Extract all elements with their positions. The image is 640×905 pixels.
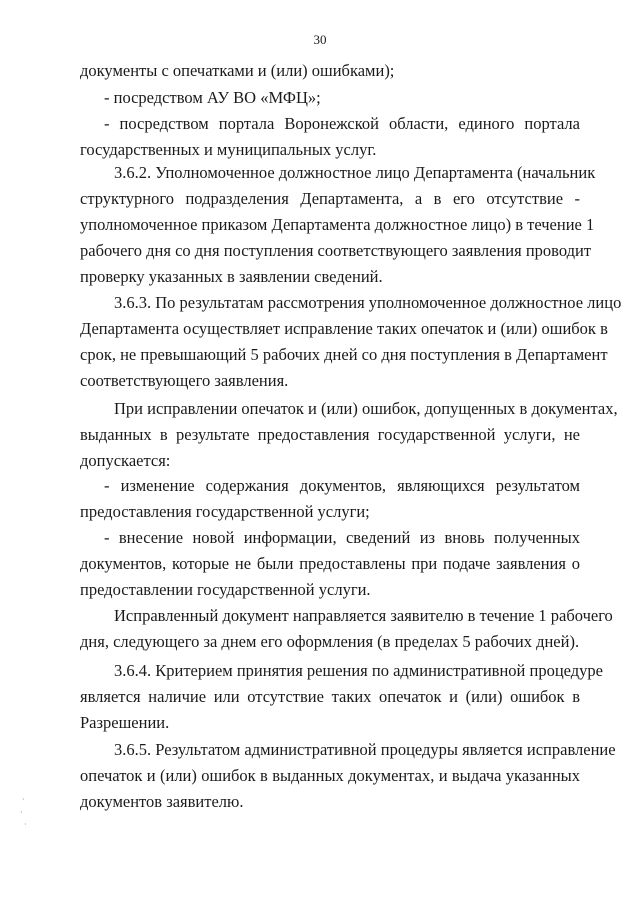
- text-line: дня, следующего за днем его оформления (в пределах 5 рабочих дней).: [80, 632, 580, 651]
- scan-speck: ·: [24, 820, 27, 829]
- text-line: документы с опечатками и (или) ошибками);: [80, 61, 395, 80]
- text-line: предоставления государственной услуги;: [80, 502, 370, 521]
- text-line: 3.6.4. Критерием принятия решения по административной процедуре: [114, 661, 603, 680]
- text-line: - внесение новой информации, сведений из вновь полученных: [104, 528, 580, 547]
- text-line: срок, не превышающий 5 рабочих дней со дня поступления в Департамент: [80, 345, 608, 364]
- text-line: 3.6.2. Уполномоченное должностное лицо Департамента (начальник: [114, 163, 596, 182]
- text-line: государственных и муниципальных услуг.: [80, 140, 377, 159]
- text-line: является наличие или отсутствие таких опечаток и (или) ошибок в: [80, 687, 580, 706]
- text-line: 3.6.3. По результатам рассмотрения уполномоченное должностное лицо: [114, 293, 622, 312]
- text-line: Разрешении.: [80, 713, 170, 732]
- text-line: допускается:: [80, 451, 171, 470]
- text-line: соответствующего заявления.: [80, 371, 289, 390]
- text-line: рабочего дня со дня поступления соответствующего заявления проводит: [80, 241, 592, 260]
- text-line: документов, которые не были предоставлены при подаче заявления о: [80, 554, 580, 573]
- text-line: выданных в результате предоставления государственной услуги, не: [80, 425, 580, 444]
- scan-speck: ·: [20, 808, 23, 817]
- text-line: При исправлении опечаток и (или) ошибок, допущенных в документах,: [114, 399, 618, 418]
- text-line: документов заявителю.: [80, 792, 244, 811]
- text-line: Исправленный документ направляется заявителю в течение 1 рабочего: [114, 606, 613, 625]
- text-line: предоставлении государственной услуги.: [80, 580, 371, 599]
- text-line: уполномоченное приказом Департамента должностное лицо) в течение 1: [80, 215, 595, 234]
- text-line: - посредством портала Воронежской области, единого портала: [104, 114, 580, 133]
- text-line: структурного подразделения Департамента, а в его отсутствие -: [80, 189, 580, 208]
- text-line: проверку указанных в заявлении сведений.: [80, 267, 383, 286]
- text-line: - изменение содержания документов, являющихся результатом: [104, 476, 580, 495]
- page-number: 30: [313, 32, 327, 47]
- text-line: Департамента осуществляет исправление таких опечаток и (или) ошибок в: [80, 319, 608, 338]
- text-line: опечаток и (или) ошибок в выданных документах, и выдача указанных: [80, 766, 580, 785]
- text-line: 3.6.5. Результатом административной процедуры является исправление: [114, 740, 616, 759]
- text-line: - посредством АУ ВО «МФЦ»;: [104, 88, 321, 107]
- scan-speck: ·: [22, 795, 25, 804]
